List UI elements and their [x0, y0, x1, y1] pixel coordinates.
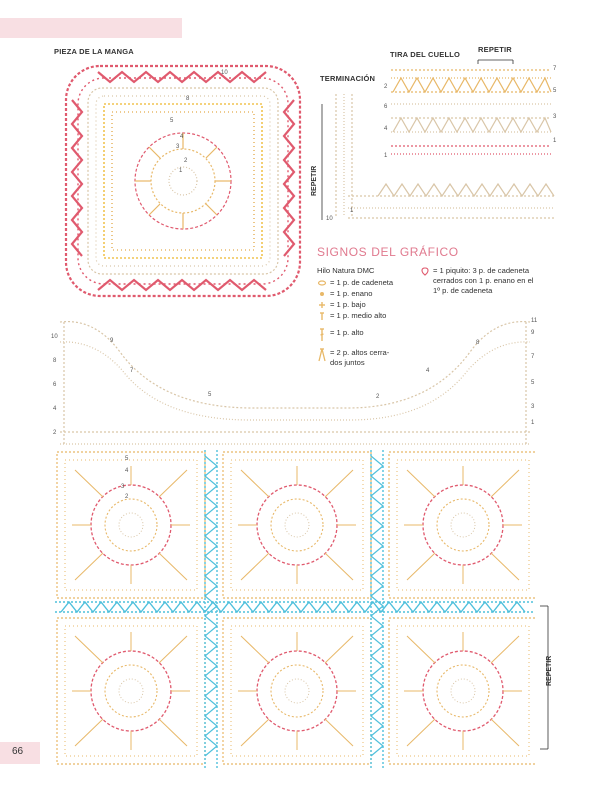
yoke-row-left-2: 2: [53, 430, 57, 436]
body-repeat-label: REPETIR: [546, 655, 553, 686]
sleeve-row-4: 4: [180, 134, 184, 140]
yoke-row-inner-7: 7: [130, 368, 134, 374]
chain-icon: [317, 278, 327, 288]
finish-row-1: 1: [350, 208, 354, 214]
yoke-row-right-3: 3: [531, 404, 535, 410]
body-repeat-bracket: [538, 605, 552, 750]
yoke-row-inner-9: 9: [110, 338, 114, 344]
legend-item-dc2tog: = 2 p. altos cerra-dos juntos: [317, 348, 417, 368]
legend-yarn: Hilo Natura DMC: [317, 266, 375, 275]
collar-row-right-3: 3: [553, 114, 557, 120]
yoke-row-right-1: 1: [531, 420, 535, 426]
yoke-row-right-11: 11: [531, 318, 538, 324]
sleeve-yellow-square: [104, 104, 262, 258]
motif-row-5: 5: [125, 456, 129, 462]
collar-row-bottom-1: 1: [384, 153, 388, 159]
motif-row-3: 3: [121, 484, 125, 490]
legend-title: SIGNOS DEL GRÁFICO: [317, 245, 459, 259]
collar-row-left-2: 2: [384, 84, 388, 90]
collar-row-right-1: 1: [553, 138, 557, 144]
sleeve-row-5: 5: [170, 118, 174, 124]
yoke-rows: [60, 322, 530, 446]
yoke-row-inner-4: 4: [426, 368, 430, 374]
motif-row-4: 4: [125, 468, 129, 474]
single-crochet-icon: [317, 300, 327, 310]
collar-row-left-4: 4: [384, 126, 388, 132]
sleeve-beige-rings: [88, 88, 278, 274]
legend-item-single: = 1 p. bajo: [317, 300, 366, 310]
collar-row-right-5: 5: [553, 88, 557, 94]
sleeve-outer-zigzag: [66, 66, 300, 296]
motif-row-bottom: [57, 618, 535, 764]
yoke-row-left-8: 8: [53, 358, 57, 364]
legend-item-double: = 1 p. alto: [317, 328, 364, 342]
sleeve-row-2: 2: [184, 158, 188, 164]
motif-row-top: [57, 452, 535, 598]
yoke-chart: [50, 312, 540, 452]
legend-item-slip: = 1 p. enano: [317, 289, 372, 299]
yoke-row-right-9: 9: [531, 330, 535, 336]
sleeve-center-burst: [135, 133, 231, 229]
picot-icon: [420, 266, 430, 276]
yoke-row-right-5: 5: [531, 380, 535, 386]
page-number: 66: [12, 746, 24, 757]
yoke-row-left-4: 4: [53, 406, 57, 412]
motif-row-2: 2: [125, 494, 129, 500]
finish-repeat-label: REPETIR: [311, 165, 318, 196]
collar-row-right-7: 7: [553, 66, 557, 72]
yoke-row-left-6: 6: [53, 382, 57, 388]
blue-join-vertical: [205, 450, 383, 768]
yoke-row-inner-8: 8: [476, 340, 480, 346]
legend-picot: = 1 piquito: 3 p. de cadeneta cerrados con 1 p. enano en el 1º p. de cadeneta: [420, 266, 540, 296]
header-band: [0, 18, 182, 38]
collar-row-left-6: 6: [384, 104, 388, 110]
collar-label: TIRA DEL CUELLO: [390, 50, 461, 59]
sleeve-label: PIEZA DE LA MANGA: [54, 47, 134, 56]
finish-column: [336, 94, 352, 216]
sleeve-row-3: 3: [176, 144, 180, 150]
legend-item-chain: = 1 p. de cadeneta: [317, 278, 393, 288]
slip-stitch-icon: [317, 289, 327, 299]
finish-label: TERMINACIÓN: [320, 74, 376, 83]
sleeve-row-8: 8: [186, 96, 190, 102]
sleeve-row-10: 10: [221, 70, 228, 76]
finish-row-10: 10: [326, 216, 333, 222]
body-motif-chart: [55, 450, 535, 768]
sleeve-chart: [58, 58, 308, 304]
finish-chart: [318, 84, 558, 234]
yoke-row-right-7: 7: [531, 354, 535, 360]
blue-join-horizontal: [55, 602, 535, 612]
legend-item-half-double: = 1 p. medio alto: [317, 311, 386, 321]
yoke-row-left-10: 10: [51, 334, 58, 340]
finish-bottom-rows: [348, 184, 554, 218]
sleeve-row-1: 1: [179, 168, 183, 174]
yoke-row-inner-5: 5: [208, 392, 212, 398]
collar-repeat-label: REPETIR: [478, 45, 512, 54]
yoke-row-inner-2: 2: [376, 394, 380, 400]
